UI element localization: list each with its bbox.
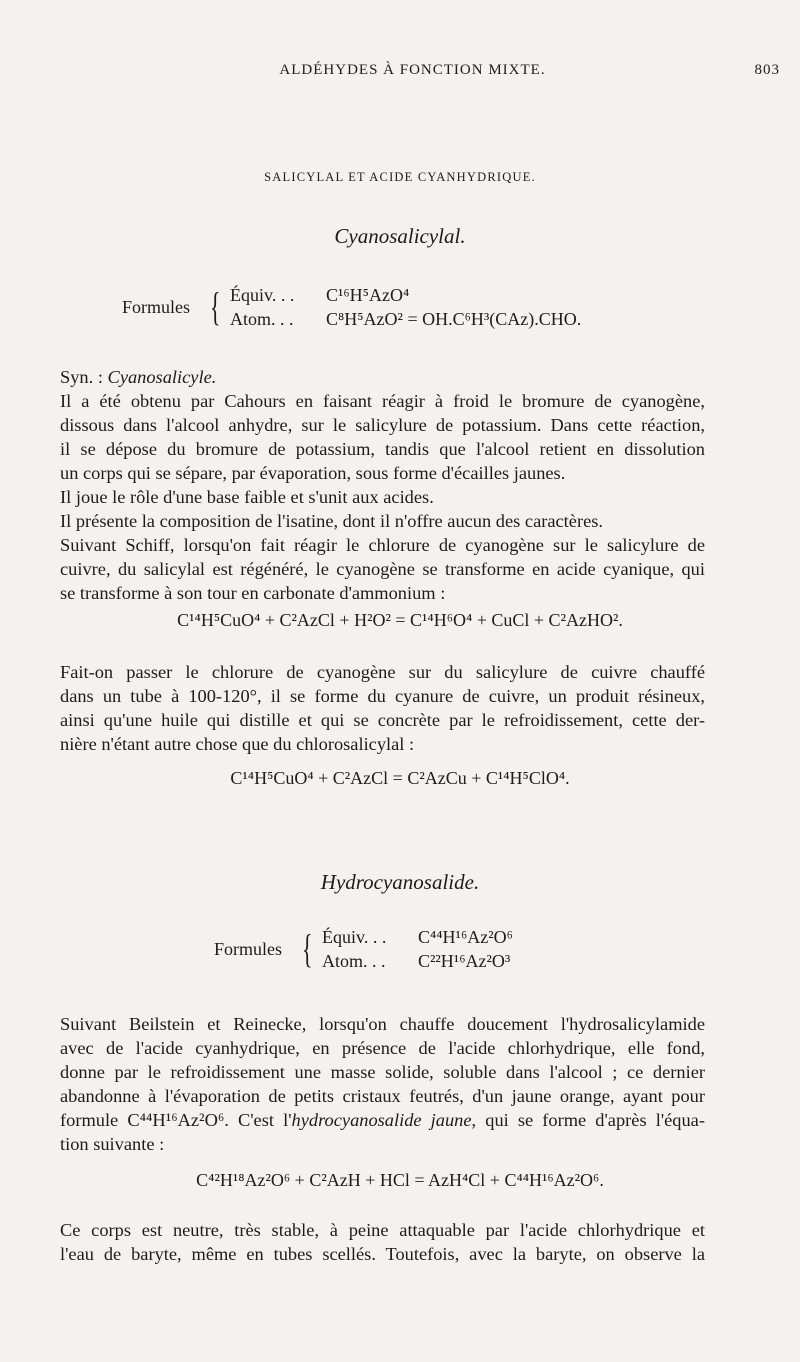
paragraph-cahours [60,389,705,485]
text-line: cuivre, du salicylal est régénéré, le cyanogène se transforme en acide cyanique, qui [60,559,705,579]
compound-title-hydrocyanosalide: Hydrocyanosalide. [320,870,480,894]
text-line-mixed [60,1108,705,1132]
formula-block-cyanosalicylal [122,283,682,333]
equiv-label: Équiv. . . [230,285,295,305]
equation-hydrocyanosalide: C⁴²H¹⁸Az²O⁶ + C²AzH + HCl = AzH⁴Cl + C⁴⁴H¹⁶Az²O⁶. [196,1170,604,1190]
text-line: Suivant Schiff, lorsqu'on fait réagir le chlorure de cyanogène sur le salicylure de [60,535,705,555]
text-line: Il joue le rôle d'une base faible et s'unit aux acides. [60,487,434,507]
text-line: se transforme à son tour en carbonate d'ammonium : [60,583,446,603]
paragraph-base [60,485,705,509]
equiv-label: Équiv. . . [322,927,387,947]
page-number: 803 [754,62,780,78]
equation-schiff: C¹⁴H⁵CuO⁴ + C²AzCl + H²O² = C¹⁴H⁶O⁴ + CuCl + C²AzHO². [177,610,623,630]
running-head [45,62,780,84]
text-line: dans un tube à 100-120°, il se forme du cyanure de cuivre, un produit résineux, [60,686,705,706]
syn-label: Syn. : [60,367,103,387]
atom-formula: C²²H¹⁶Az²O³ [418,951,511,971]
paragraph-chlorosalicylal [60,660,705,756]
italic-term: hydrocyanosalide jaune [291,1110,472,1130]
text-line: Fait-on passer le chlorure de cyanogène sur du salicylure de cuivre chauffé [60,662,705,682]
text-line: ainsi qu'une huile qui distille et qui se concrète par le refroidissement, cette der- [60,710,705,730]
text-line: abandonne à l'évaporation de petits cristaux feutrés, d'un jaune orange, ayant pour [60,1086,705,1106]
text-line: Il présente la composition de l'isatine, dont il n'offre aucun des caractères. [60,511,603,531]
equiv-formula: C¹⁶H⁵AzO⁴ [326,285,410,305]
text-fragment: , qui se forme d'après l'équa- [471,1110,705,1130]
text-line: Suivant Beilstein et Reinecke, lorsqu'on chauffe doucement l'hydrosalicylamide [60,1014,705,1034]
atom-label: Atom. . . [230,309,294,329]
text-line: donne par le refroidissement une masse solide, soluble dans l'alcool ; ce dernier [60,1062,705,1082]
formulas-label: Formules [214,939,283,959]
atom-row [322,949,510,973]
equation-chlorosalicylal: C¹⁴H⁵CuO⁴ + C²AzCl = C²AzCu + C¹⁴H⁵ClO⁴. [230,768,570,788]
paragraph-beilstein [60,1012,705,1156]
text-line: il se dépose du bromure de potassium, tandis que l'alcool retient en dissolution [60,439,705,459]
paragraph-properties [60,1218,705,1266]
brace: { [302,926,313,971]
text-line: dissous dans l'alcool anhydre, sur le salicylure de potassium. Dans cette réaction, [60,415,705,435]
section-title: SALICYLAL ET ACIDE CYANHYDRIQUE. [264,170,536,184]
paragraph-schiff [60,533,705,605]
atom-formula: C⁸H⁵AzO² = OH.C⁶H³(CAz).CHO. [326,309,582,329]
formula-block-hydrocyanosalide [214,925,614,975]
synonym-line [60,365,705,389]
compound-title-cyanosalicylal: Cyanosalicylal. [334,224,466,248]
text-line: nière n'étant autre chose que du chlorosalicylal : [60,734,415,754]
text-line: Il a été obtenu par Cahours en faisant réagir à froid le bromure de cyanogène, [60,391,705,411]
text-fragment: formule C⁴⁴H¹⁶Az²O⁶. C'est l' [60,1110,292,1130]
text-line: Ce corps est neutre, très stable, à peine attaquable par l'acide chlorhydrique et [60,1220,705,1240]
formulas-label: Formules [122,297,191,317]
equiv-row [322,925,513,949]
brace: { [210,284,221,329]
equiv-row [230,283,409,307]
equiv-formula: C⁴⁴H¹⁶Az²O⁶ [418,927,513,947]
text-line: tion suivante : [60,1134,165,1154]
paragraph-isatine [60,509,705,533]
atom-label: Atom. . . [322,951,386,971]
text-line: un corps qui se sépare, par évaporation, sous forme d'écailles jaunes. [60,463,566,483]
atom-row [230,307,581,331]
text-line: l'eau de baryte, même en tubes scellés. Toutefois, avec la baryte, on observe la [60,1244,705,1264]
text-line: avec de l'acide cyanhydrique, en présence de l'acide chlorhydrique, elle fond, [60,1038,705,1058]
running-title: ALDÉHYDES À FONCTION MIXTE. [279,62,546,78]
syn-value: Cyanosalicyle. [107,367,217,387]
